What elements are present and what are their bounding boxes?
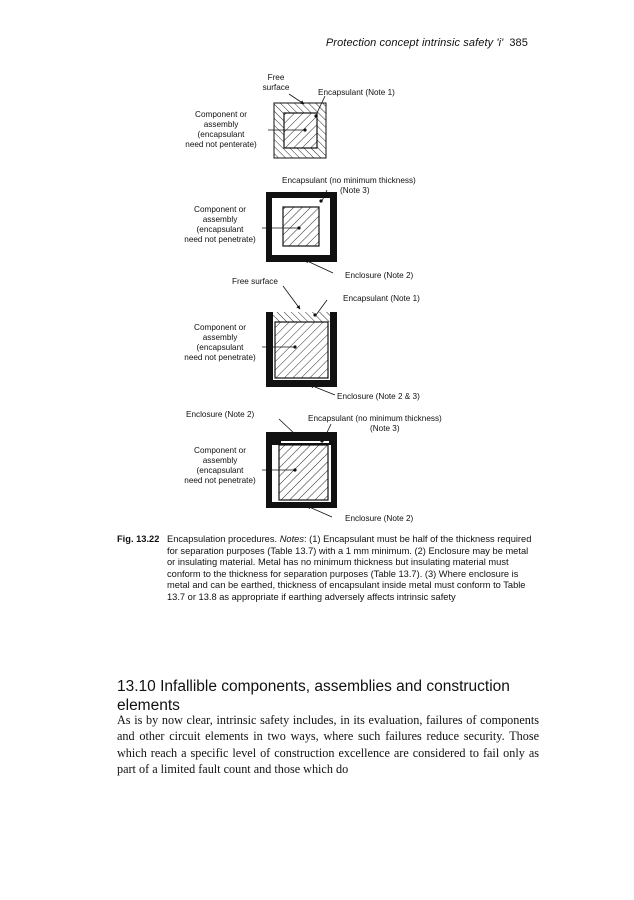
- body-paragraph: As is by now clear, intrinsic safety includes, in its evaluation, failures of components and other circuit elements in two ways, where such failures reduce security. Those which reach a specific level of construction excellence are considered to fail only as part of a limited fault count and those which do: [117, 713, 539, 777]
- diagram-2: [262, 190, 337, 273]
- diagram-1: [268, 94, 326, 158]
- section-heading: 13.10 Infallible components, assemblies and construction elements: [117, 677, 510, 714]
- d3-enclosure-label: Enclosure (Note 2 & 3): [337, 392, 420, 401]
- d3-free-surface-label: Free surface: [232, 277, 278, 286]
- diagram-3: [262, 286, 337, 395]
- caption-notes: : (1) Encapsulant must be half of the thickness required for separation purposes (Table 13.7) with a 1 mm minimum. (2) Enclosure may be metal or insulating material. Metal has no minimum thickness but insulating material must conform to the thickness for separation purposes (Table 13.7). (3) Where enclosure is metal and can be earthed, thickness of encapsulant inside metal must conform to Table 13.7 or 13.8 as appropriate if earthing adversely affects intrinsic safety: [167, 534, 532, 602]
- caption-title: Encapsulation procedures.: [167, 534, 278, 544]
- page-number: 385: [509, 37, 528, 49]
- d4-enclosure-top-label: Enclosure (Note 2): [186, 410, 255, 419]
- figure-caption: [117, 534, 537, 604]
- d4-encapsulant-label: Encapsulant (no minimum thickness) (Note 3): [308, 414, 442, 433]
- d1-component-label: Component or assembly (encapsulant need not penterate): [185, 110, 257, 149]
- d1-encapsulant-label: Encapsulant (Note 1): [318, 88, 395, 97]
- figure-number: Fig. 13.22: [117, 534, 160, 544]
- d1-free-surface-label: Free surface: [262, 73, 290, 92]
- caption-notes-label: Notes: [279, 534, 304, 544]
- running-title: Protection concept intrinsic safety 'i': [325, 37, 504, 49]
- d4-component-label: Component or assembly (encapsulant need not penetrate): [184, 446, 256, 485]
- d3-encapsulant-label: Encapsulant (Note 1): [343, 294, 420, 303]
- caption-body: [167, 534, 537, 604]
- d3-component-label: Component or assembly (encapsulant need not penetrate): [184, 323, 256, 362]
- d2-enclosure-label: Enclosure (Note 2): [345, 271, 414, 280]
- d2-encapsulant-label: Encapsulant (no minimum thickness) (Note 3): [282, 176, 416, 195]
- d2-component-label: Component or assembly (encapsulant need not penetrate): [184, 205, 256, 244]
- d4-enclosure-bottom-label: Enclosure (Note 2): [345, 514, 414, 523]
